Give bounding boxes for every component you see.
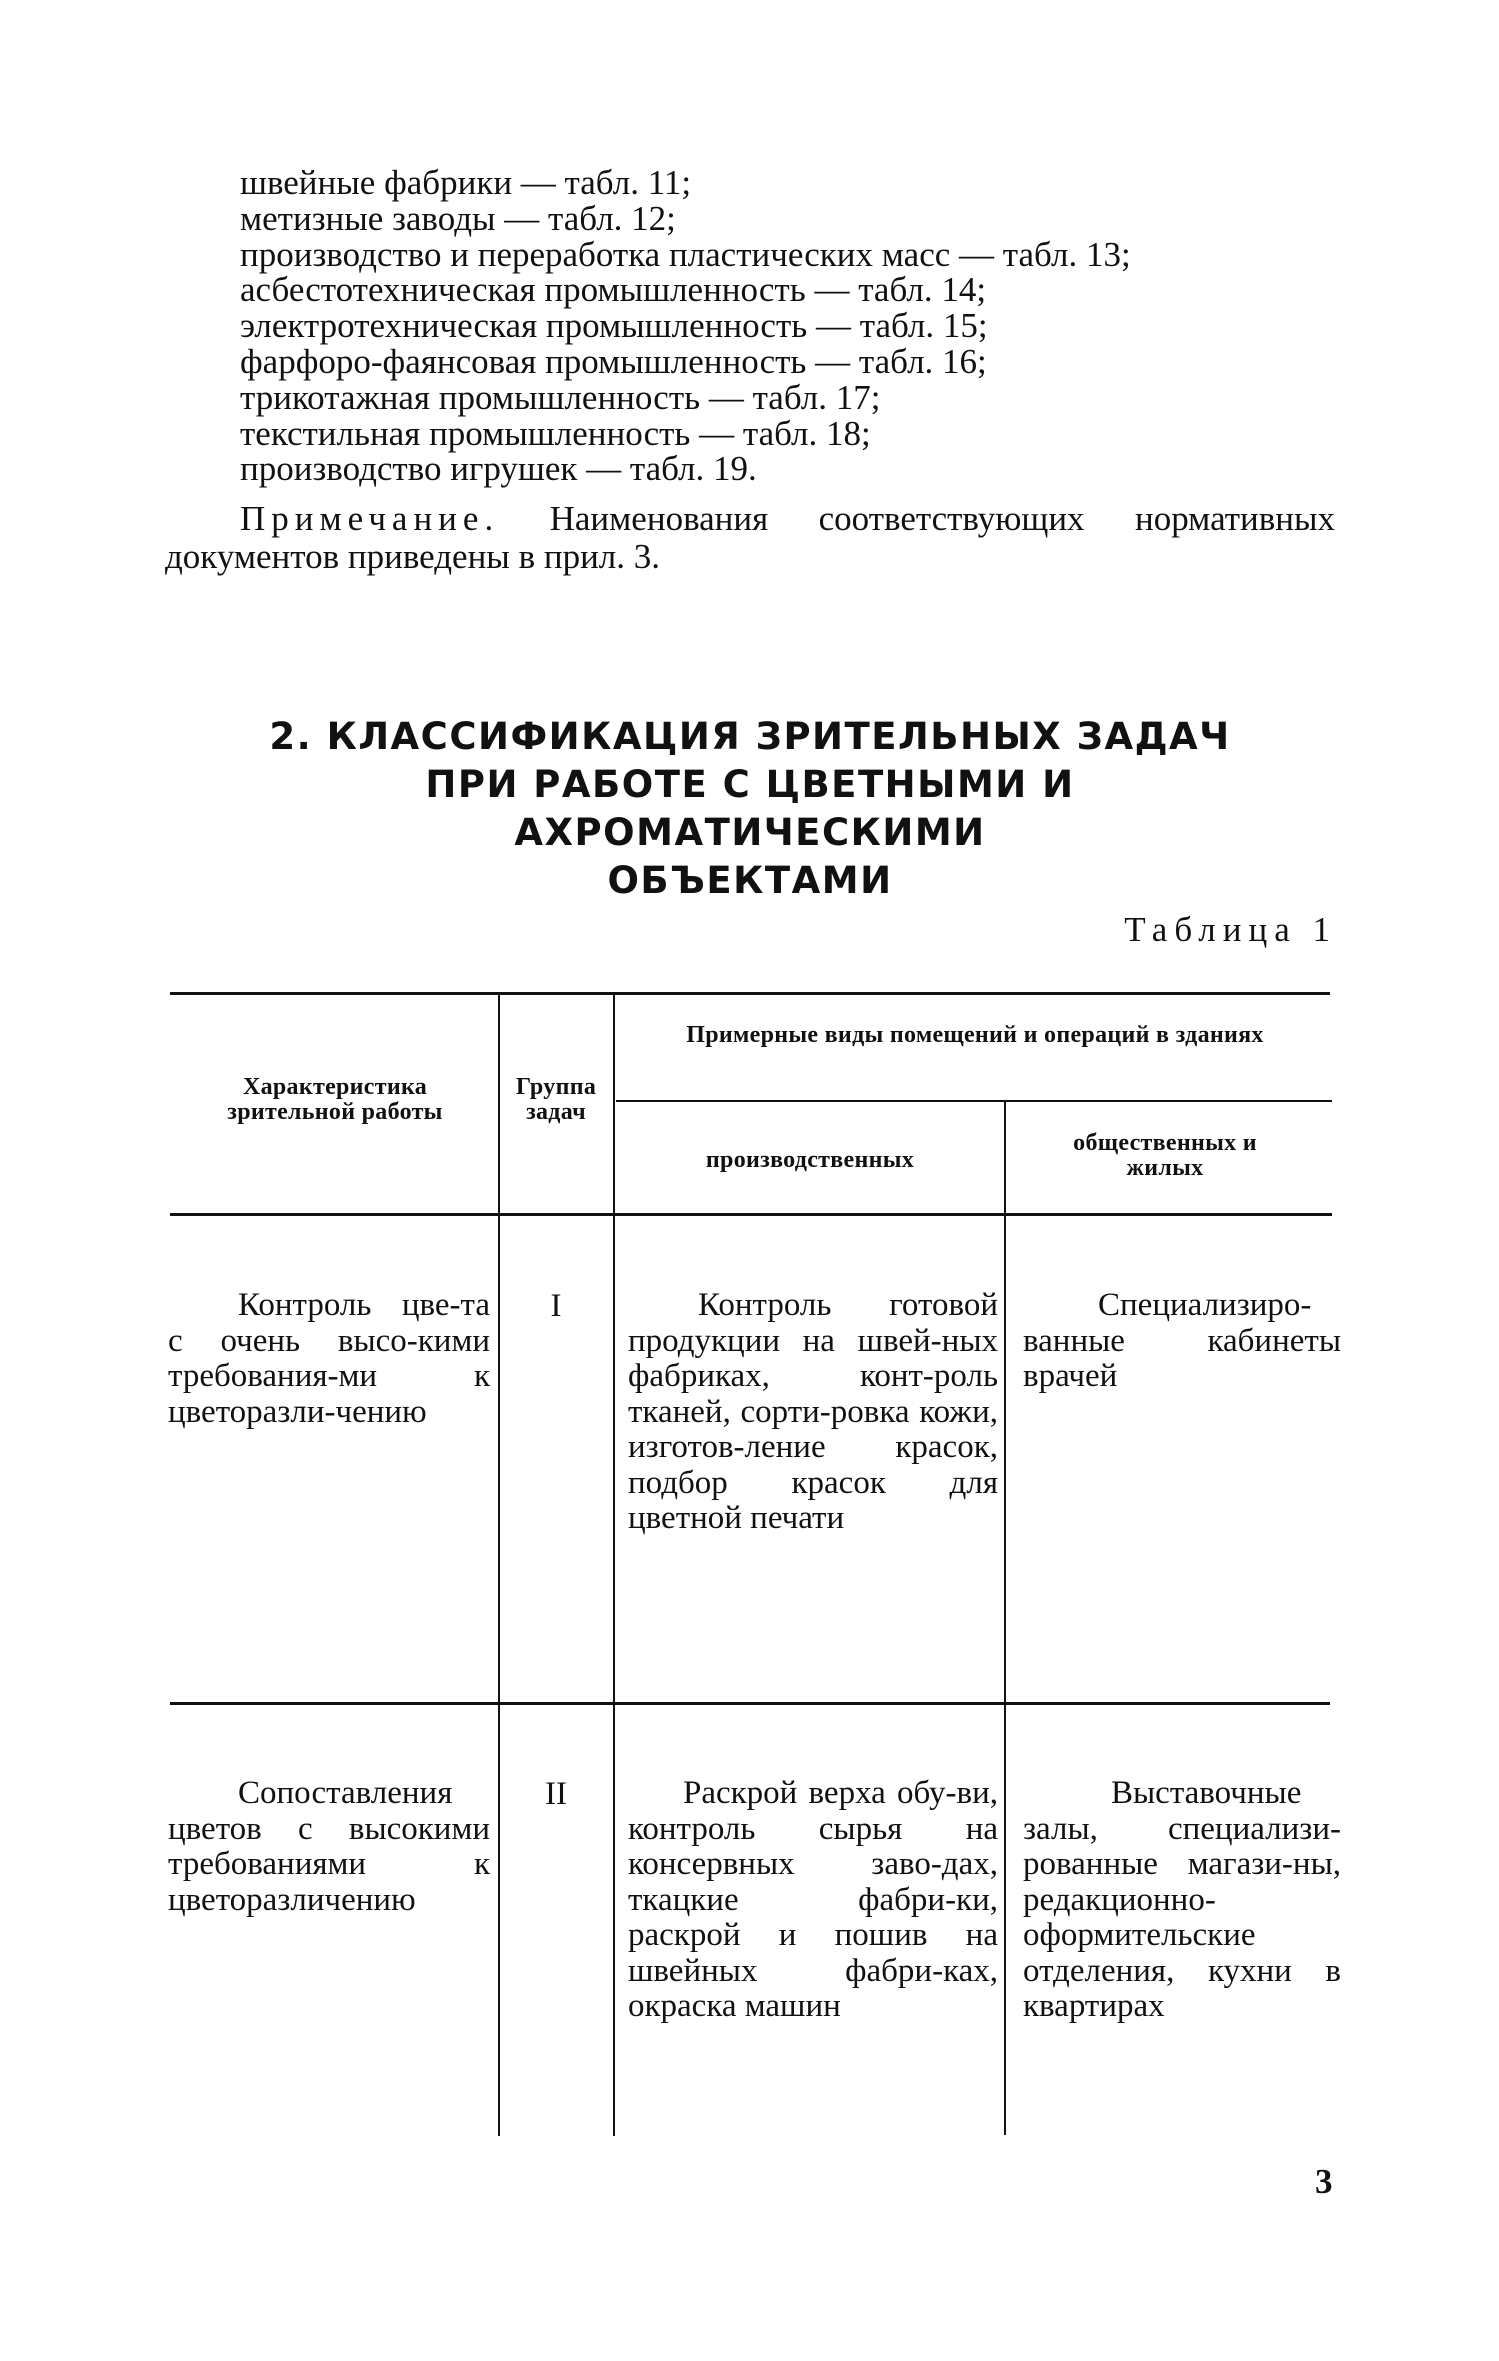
section-heading-line: ПРИ РАБОТЕ С ЦВЕТНЫМИ И АХРОМАТИЧЕСКИМИ	[425, 763, 1075, 854]
list-item: метизные заводы — табл. 12;	[240, 198, 676, 238]
list-item: электротехническая промышленность — табл. 15;	[240, 306, 988, 346]
list-item: швейные фабрики — табл. 11;	[240, 163, 692, 202]
table-reference-list	[240, 165, 1360, 487]
section-heading	[200, 713, 1300, 905]
row2-industrial: Раскрой верха обу-ви, контроль сырья на консервных заво-дах, ткацкие фабри-ки, раскрой и пошив на швейных фабри-ках, окраска машин	[628, 1775, 998, 2024]
list-item: фарфоро-фаянсовая промышленность — табл. 16;	[240, 341, 987, 381]
page-number: 3	[1315, 2162, 1333, 2201]
note-text: Наименования соответствующих нормативных документов приведены в прил. 3.	[165, 499, 1335, 576]
row2-public: Выставочные залы, специализи-рованные магази-ны, редакционно-оформительские отделения, кухни в квартирах	[1023, 1775, 1341, 2024]
subheader-rule	[616, 1100, 1332, 1102]
column-divider	[613, 993, 615, 2136]
header-bottom-rule	[170, 1213, 1332, 1216]
row2-characteristic: Сопоставления цветов с высокими требованиями к цветоразличению	[168, 1775, 490, 1918]
row1-characteristic: Контроль цве-та с очень высо-кими требования-ми к цветоразли-чению	[168, 1287, 490, 1430]
table-label: Таблица 1	[1124, 910, 1337, 949]
header-group: Группа задач	[515, 1074, 597, 1125]
note-label: Примечание.	[240, 499, 500, 538]
list-item: текстильная промышленность — табл. 18;	[240, 413, 871, 453]
header-industrial: производственных	[705, 1147, 915, 1173]
list-item: производство и переработка пластических масс — табл. 13;	[240, 234, 1131, 274]
note-paragraph	[165, 500, 1335, 576]
header-characteristic: Характеристика зрительной работы	[227, 1074, 443, 1125]
column-divider	[498, 993, 500, 2136]
table-top-rule	[170, 992, 1330, 995]
row-divider-rule	[170, 1702, 1330, 1705]
section-heading-line: ОБЪЕКТАМИ	[607, 859, 893, 902]
column-divider	[1004, 1101, 1006, 2135]
header-rooms: Примерные виды помещений и операций в зданиях	[686, 1022, 1264, 1048]
list-item: трикотажная промышленность — табл. 17;	[240, 377, 881, 417]
list-item: асбестотехническая промышленность — табл. 14;	[240, 270, 987, 310]
list-item: производство игрушек — табл. 19.	[240, 449, 757, 489]
header-public: общественных и жилых	[1073, 1130, 1257, 1181]
row1-industrial: Контроль готовой продукции на швей-ных фабриках, конт-роль тканей, сорти-ровка кожи, изготов-ление красок, подбор красок для цветной печати	[628, 1287, 998, 1536]
row1-public: Специализиро-ванные кабинеты врачей	[1023, 1287, 1341, 1394]
row2-group: II	[545, 1776, 567, 1812]
section-heading-line: 2. КЛАССИФИКАЦИЯ ЗРИТЕЛЬНЫХ ЗАДАЧ	[269, 715, 1231, 758]
row1-group: I	[550, 1288, 562, 1324]
